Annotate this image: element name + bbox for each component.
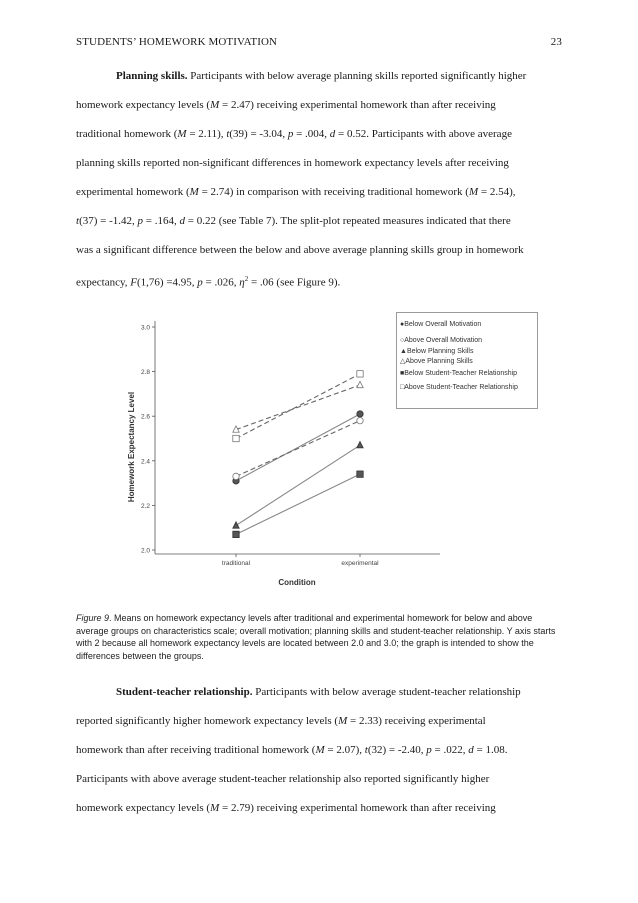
text: homework expectancy levels (	[76, 99, 211, 111]
text-line	[76, 714, 566, 743]
legend-item	[400, 384, 518, 391]
open-circle-icon: ○	[400, 337, 405, 344]
planning-skills-paragraph	[76, 69, 566, 301]
legend-item	[400, 370, 517, 377]
text: = .026,	[202, 276, 240, 289]
y-tick-label: 2.2	[140, 502, 150, 510]
stat: M	[189, 186, 199, 198]
caption-text: . Means on homework expectancy levels after traditional and experimental homework for below and above average groups on characteristics scale; overall motivation; planning skills and student-teacher relationship. Y axis starts with 2 because all homework expectancy levels are located between 2.0 and 3.0; the graph is intended to show the differences between the groups.	[76, 613, 556, 661]
text: experimental homework (	[76, 186, 190, 198]
open-triangle-icon: △	[400, 358, 406, 365]
series-line	[236, 385, 360, 430]
stat: M	[210, 802, 220, 814]
text-line	[76, 772, 566, 801]
text-line	[76, 185, 566, 214]
text: (1,76) =4.95,	[137, 276, 198, 289]
data-point	[357, 441, 363, 447]
y-tick-label: 2.4	[140, 458, 150, 466]
filled-triangle-icon: ▲	[400, 348, 407, 355]
running-head: STUDENTS’ HOMEWORK MOTIVATION	[76, 36, 278, 48]
stat: η	[239, 276, 245, 289]
data-point	[233, 522, 239, 528]
chart-series	[233, 371, 363, 538]
text: = 2.33) receiving experimental	[347, 715, 486, 727]
text: = 2.79) receiving experimental homework than after receiving	[219, 802, 496, 814]
x-tick-label: traditional	[221, 560, 251, 567]
section-heading: Student-teacher relationship.	[116, 686, 253, 698]
stat: t	[226, 128, 230, 140]
data-point	[233, 531, 239, 537]
running-header	[76, 36, 562, 48]
text: (37) = -1.42,	[79, 215, 138, 227]
text: expectancy,	[76, 276, 131, 289]
student-teacher-paragraph	[76, 685, 566, 830]
stat: M	[210, 99, 220, 111]
text: = 1.08.	[473, 744, 508, 756]
text: = .022,	[431, 744, 469, 756]
section-heading: Planning skills.	[116, 70, 188, 82]
text-line	[76, 127, 566, 156]
text: = 2.47) receiving experimental homework than after receiving	[219, 99, 496, 111]
stat: t	[76, 215, 80, 227]
stat: p	[137, 215, 144, 227]
x-tick-label: experimental	[341, 560, 379, 567]
stat: d	[179, 215, 185, 227]
text: homework expectancy levels (	[76, 802, 211, 814]
text: Participants with below average student-teacher relationship	[252, 686, 521, 698]
text: = 2.07),	[324, 744, 365, 756]
series-line	[236, 445, 360, 525]
text-line	[76, 69, 566, 98]
data-point	[233, 435, 239, 441]
data-point	[357, 411, 363, 417]
text: group in homework	[434, 244, 524, 256]
text: = 2.11),	[186, 128, 227, 140]
data-point	[357, 371, 363, 377]
filled-square-icon: ■	[400, 370, 405, 377]
text: reported significantly higher homework expectancy levels (	[76, 715, 339, 727]
y-tick-label: 2.8	[140, 369, 150, 377]
superscript: 2	[244, 275, 249, 283]
text: = .004,	[293, 128, 330, 140]
legend-label: Above Student-Teacher Relationship	[404, 384, 518, 391]
stat: M	[315, 744, 325, 756]
text-line	[76, 801, 566, 830]
text: (32) = -2.40,	[367, 744, 427, 756]
text: was a significant difference between the below and above average	[76, 244, 370, 256]
data-point	[357, 417, 363, 423]
text: = .06 (see Figure 9).	[248, 276, 341, 289]
figure-label: Figure 9	[76, 613, 110, 623]
legend-label: Below Planning Skills	[406, 348, 474, 355]
text: planning skills	[369, 244, 435, 256]
stat: M	[468, 186, 479, 198]
legend-label: Below Overall Motivation	[404, 321, 482, 328]
text-line	[76, 98, 566, 127]
y-tick-label: 2.0	[140, 547, 150, 555]
text-line	[76, 243, 566, 272]
text: = 0.22 (see Table 7). The split-plot repeated measures indicated that there	[184, 215, 511, 227]
stat: p	[197, 276, 203, 289]
stat: d	[468, 744, 474, 756]
legend-label: Below Student-Teacher Relationship	[404, 370, 518, 377]
text: planning skills reported non-significant differences in homework expectancy levels after receiving	[76, 157, 509, 169]
y-tick-label: 2.6	[140, 413, 150, 421]
stat: M	[338, 715, 348, 727]
data-point	[233, 473, 239, 479]
open-square-icon: □	[400, 384, 405, 391]
legend-label: Above Overall Motivation	[404, 337, 483, 344]
legend-label: Above Planning Skills	[405, 358, 473, 365]
text: = .164,	[143, 215, 180, 227]
y-tick-label: 3.0	[140, 324, 150, 332]
text: = 2.54),	[478, 186, 516, 198]
stat: d	[329, 128, 336, 140]
text: = 0.52. Participants with above average	[335, 128, 512, 140]
series-line	[236, 414, 360, 481]
x-axis-label: Condition	[278, 578, 316, 587]
data-point	[357, 471, 363, 477]
legend-item	[400, 357, 473, 365]
text: (39) = -3.04,	[229, 128, 288, 140]
text: traditional homework (	[76, 128, 178, 140]
text: Participants with above average student-teacher relationship also reported significantly higher	[76, 773, 490, 785]
filled-circle-icon: ●	[400, 321, 405, 328]
stat: t	[364, 744, 368, 756]
data-point	[357, 381, 363, 387]
page-number: 23	[550, 36, 562, 48]
text-line	[76, 685, 566, 714]
legend-item	[400, 348, 473, 355]
stat: M	[177, 128, 187, 140]
legend-item	[400, 321, 481, 328]
text: homework than after receiving traditional homework (	[76, 744, 316, 756]
text-line	[76, 743, 566, 772]
legend-item	[400, 337, 482, 344]
text: = 2.74) in comparison with receiving traditional homework (	[198, 186, 469, 198]
figure-caption	[76, 612, 566, 662]
text-line	[76, 272, 566, 301]
stat: F	[130, 276, 137, 289]
text: Participants with below average planning skills reported significantly higher	[187, 70, 527, 82]
text-line	[76, 156, 566, 185]
text-line	[76, 214, 566, 243]
stat: p	[287, 128, 294, 140]
stat: p	[426, 744, 432, 756]
y-axis-label: Homework Expectancy Level	[127, 391, 136, 503]
series-line	[236, 474, 360, 534]
chart-legend	[396, 312, 538, 409]
